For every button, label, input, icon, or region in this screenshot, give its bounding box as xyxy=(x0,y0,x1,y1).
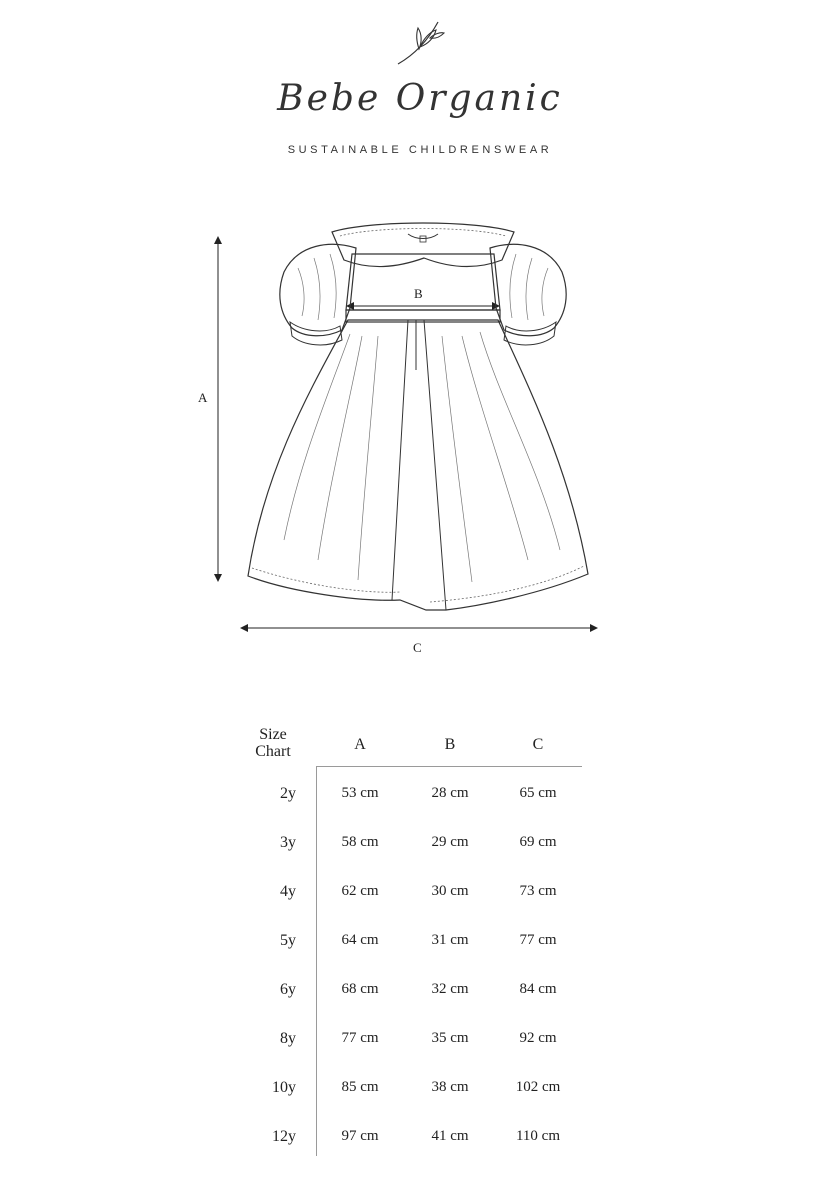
column-header-a: A xyxy=(354,736,366,753)
cell-c: 84 cm xyxy=(519,981,557,997)
cell-a: 58 cm xyxy=(341,834,379,850)
row-size: 6y xyxy=(280,981,296,998)
column-header-c: C xyxy=(532,736,544,753)
dimension-label-a: A xyxy=(198,390,208,405)
table-row xyxy=(240,1079,600,1109)
dress-diagram xyxy=(180,210,620,680)
table-row xyxy=(240,834,600,864)
cell-c: 73 cm xyxy=(519,883,557,899)
row-size: 12y xyxy=(272,1128,296,1145)
row-size: 8y xyxy=(280,1030,296,1047)
cell-b: 38 cm xyxy=(431,1079,469,1095)
row-size: 4y xyxy=(280,883,296,900)
table-row xyxy=(240,981,600,1011)
cell-a: 53 cm xyxy=(341,785,379,801)
size-chart-title-line2: Chart xyxy=(255,743,291,760)
brand-tagline: SUSTAINABLE CHILDRENSWEAR xyxy=(287,144,553,156)
cell-c: 102 cm xyxy=(515,1079,561,1095)
dress-skirt xyxy=(248,320,588,610)
dress-collar xyxy=(332,223,514,267)
cell-b: 29 cm xyxy=(431,834,469,850)
cell-a: 62 cm xyxy=(341,883,379,899)
table-row xyxy=(240,1030,600,1060)
right-sleeve xyxy=(490,244,566,335)
dress-bodice xyxy=(346,254,500,310)
brand-name: Bebe Organic xyxy=(277,78,563,119)
cell-b: 28 cm xyxy=(431,785,469,801)
row-size: 5y xyxy=(280,932,296,949)
cell-b: 31 cm xyxy=(431,932,469,948)
dimension-label-c: C xyxy=(413,640,422,655)
cell-b: 35 cm xyxy=(431,1030,469,1046)
table-row xyxy=(240,1128,600,1158)
row-size: 3y xyxy=(280,834,296,851)
cell-a: 77 cm xyxy=(341,1030,379,1046)
size-chart-title xyxy=(240,726,306,760)
size-chart-table xyxy=(240,722,600,1172)
left-sleeve xyxy=(280,244,356,335)
column-header-b: B xyxy=(444,736,456,753)
cell-c: 110 cm xyxy=(515,1128,561,1144)
leaf-sprig-icon xyxy=(390,16,450,72)
cell-c: 65 cm xyxy=(519,785,557,801)
dress-illustration xyxy=(180,210,620,680)
cell-c: 92 cm xyxy=(519,1030,557,1046)
cell-c: 77 cm xyxy=(519,932,557,948)
row-size: 2y xyxy=(280,785,296,802)
cell-a: 68 cm xyxy=(341,981,379,997)
dimension-label-b: B xyxy=(414,286,423,301)
box-pleat xyxy=(392,320,446,610)
cell-b: 30 cm xyxy=(431,883,469,899)
cell-a: 64 cm xyxy=(341,932,379,948)
table-divider-horizontal xyxy=(316,766,582,767)
cell-b: 32 cm xyxy=(431,981,469,997)
table-row xyxy=(240,932,600,962)
size-chart-title-line1: Size xyxy=(259,726,287,743)
cell-c: 69 cm xyxy=(519,834,557,850)
table-row xyxy=(240,785,600,815)
brand-header xyxy=(0,0,840,170)
cell-a: 97 cm xyxy=(341,1128,379,1144)
row-size: 10y xyxy=(272,1079,296,1096)
table-row xyxy=(240,883,600,913)
cell-a: 85 cm xyxy=(341,1079,379,1095)
cell-b: 41 cm xyxy=(431,1128,469,1144)
